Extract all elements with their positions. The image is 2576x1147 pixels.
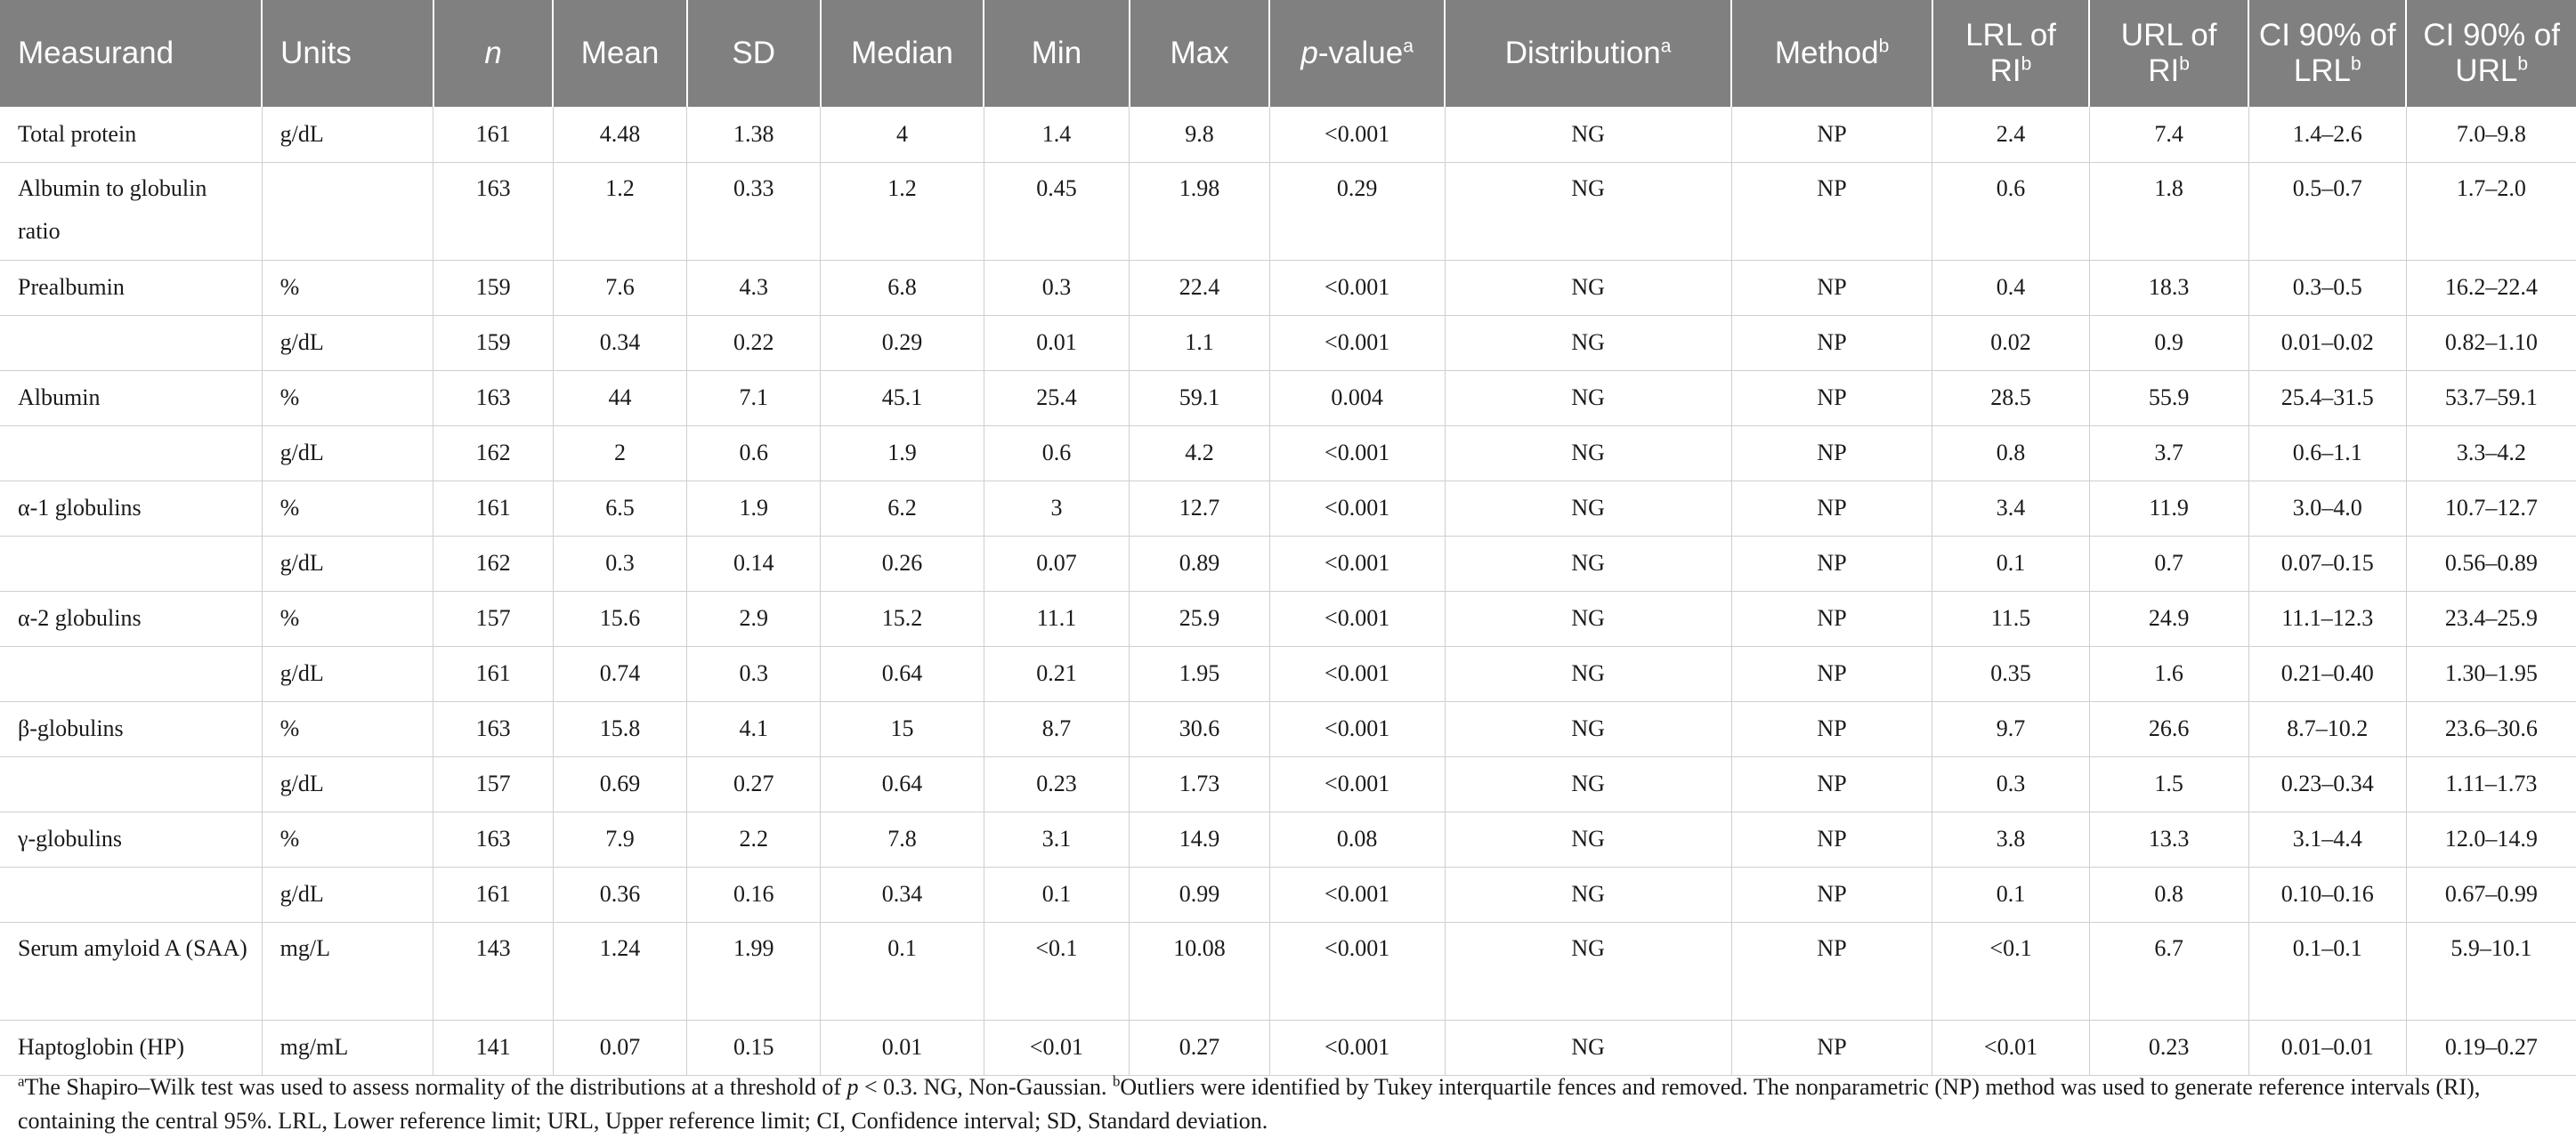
cell-min: <0.1 (984, 922, 1130, 1020)
cell-method: NP (1731, 756, 1932, 812)
cell-url: 0.7 (2089, 536, 2248, 591)
header-ci-url-sup: b (2517, 53, 2529, 75)
cell-sd: 2.9 (687, 591, 821, 646)
cell-method: NP (1731, 260, 1932, 315)
cell-ci-lrl: 0.21–0.40 (2248, 646, 2406, 701)
cell-sd: 7.1 (687, 370, 821, 425)
cell-mean: 0.34 (553, 315, 686, 370)
header-n-text: n (484, 36, 502, 70)
header-distribution-text: Distribution (1504, 36, 1661, 70)
cell-url: 0.8 (2089, 867, 2248, 922)
table-row (0, 1020, 2576, 1075)
cell-pvalue: <0.001 (1269, 425, 1445, 481)
cell-url: 3.7 (2089, 425, 2248, 481)
cell-measurand: Serum amyloid A (SAA) (0, 922, 262, 1020)
cell-pvalue: <0.001 (1269, 536, 1445, 591)
header-units: Units (262, 0, 433, 107)
cell-ci-lrl: 0.6–1.1 (2248, 425, 2406, 481)
header-ci-lrl (2248, 0, 2406, 107)
header-method-sup: b (1878, 36, 1890, 57)
cell-max: 1.73 (1130, 756, 1269, 812)
cell-min: 3.1 (984, 812, 1130, 867)
table-row (0, 481, 2576, 536)
cell-distribution: NG (1445, 162, 1731, 260)
cell-distribution: NG (1445, 812, 1731, 867)
cell-ci-url: 0.67–0.99 (2406, 867, 2576, 922)
footnote-a-text-2: < 0.3. NG, Non-Gaussian. (858, 1074, 1113, 1100)
table-row (0, 922, 2576, 1020)
cell-units: g/dL (262, 107, 433, 162)
cell-median: 0.34 (821, 867, 984, 922)
cell-mean: 6.5 (553, 481, 686, 536)
cell-measurand: β-globulins (0, 701, 262, 756)
footnote-a-mark: a (18, 1072, 25, 1090)
cell-ci-lrl: 11.1–12.3 (2248, 591, 2406, 646)
cell-lrl: 0.4 (1932, 260, 2089, 315)
cell-units (262, 162, 433, 260)
cell-median: 6.2 (821, 481, 984, 536)
cell-ci-lrl: 0.01–0.02 (2248, 315, 2406, 370)
cell-lrl: 0.8 (1932, 425, 2089, 481)
cell-ci-url: 23.6–30.6 (2406, 701, 2576, 756)
cell-ci-lrl: 25.4–31.5 (2248, 370, 2406, 425)
cell-ci-url: 5.9–10.1 (2406, 922, 2576, 1020)
cell-units: g/dL (262, 315, 433, 370)
cell-method: NP (1731, 701, 1932, 756)
cell-url: 26.6 (2089, 701, 2248, 756)
cell-url: 0.9 (2089, 315, 2248, 370)
table-row (0, 591, 2576, 646)
header-measurand: Measurand (0, 0, 262, 107)
header-method-text: Method (1774, 36, 1879, 70)
cell-lrl: 0.1 (1932, 536, 2089, 591)
cell-ci-url: 10.7–12.7 (2406, 481, 2576, 536)
table-header-row (0, 0, 2576, 107)
cell-max: 4.2 (1130, 425, 1269, 481)
cell-n: 161 (433, 646, 554, 701)
cell-lrl: 3.8 (1932, 812, 2089, 867)
cell-lrl: 0.1 (1932, 867, 2089, 922)
header-mean: Mean (553, 0, 686, 107)
header-pvalue-sup: a (1403, 36, 1414, 57)
cell-mean: 0.69 (553, 756, 686, 812)
cell-max: 1.98 (1130, 162, 1269, 260)
cell-distribution: NG (1445, 646, 1731, 701)
header-ci-url (2406, 0, 2576, 107)
table-row (0, 315, 2576, 370)
cell-pvalue: <0.001 (1269, 481, 1445, 536)
table-row (0, 812, 2576, 867)
cell-sd: 0.14 (687, 536, 821, 591)
cell-ci-lrl: 0.07–0.15 (2248, 536, 2406, 591)
footnote-b-text: Outliers were identified by Tukey interquartile fences and removed. The nonparametric (NP) method was used to generate reference intervals (RI), containing the central 95%. LRL, Lower reference limit; URL, Upper reference limit; CI, Confidence interval; SD, Standard deviation. (18, 1074, 2481, 1134)
header-max: Max (1130, 0, 1269, 107)
cell-mean: 0.36 (553, 867, 686, 922)
cell-units: % (262, 481, 433, 536)
cell-min: 8.7 (984, 701, 1130, 756)
cell-method: NP (1731, 481, 1932, 536)
cell-ci-url: 53.7–59.1 (2406, 370, 2576, 425)
header-pvalue-text: -value (1317, 36, 1404, 70)
table-footnote (18, 1070, 2555, 1138)
cell-mean: 0.3 (553, 536, 686, 591)
cell-lrl: 11.5 (1932, 591, 2089, 646)
cell-ci-lrl: 0.5–0.7 (2248, 162, 2406, 260)
table-row (0, 107, 2576, 162)
cell-max: 0.27 (1130, 1020, 1269, 1075)
cell-pvalue: <0.001 (1269, 1020, 1445, 1075)
cell-max: 30.6 (1130, 701, 1269, 756)
cell-ci-url: 1.11–1.73 (2406, 756, 2576, 812)
cell-ci-url: 12.0–14.9 (2406, 812, 2576, 867)
cell-min: 3 (984, 481, 1130, 536)
cell-min: 11.1 (984, 591, 1130, 646)
cell-median: 15.2 (821, 591, 984, 646)
header-url-sup: b (2179, 53, 2190, 75)
cell-sd: 2.2 (687, 812, 821, 867)
cell-mean: 2 (553, 425, 686, 481)
cell-url: 6.7 (2089, 922, 2248, 1020)
cell-max: 59.1 (1130, 370, 1269, 425)
cell-sd: 4.1 (687, 701, 821, 756)
cell-distribution: NG (1445, 260, 1731, 315)
cell-max: 22.4 (1130, 260, 1269, 315)
cell-url: 7.4 (2089, 107, 2248, 162)
cell-sd: 0.15 (687, 1020, 821, 1075)
table-body (0, 107, 2576, 1075)
cell-max: 25.9 (1130, 591, 1269, 646)
cell-lrl: 28.5 (1932, 370, 2089, 425)
cell-max: 0.99 (1130, 867, 1269, 922)
cell-ci-url: 0.19–0.27 (2406, 1020, 2576, 1075)
cell-distribution: NG (1445, 1020, 1731, 1075)
cell-ci-lrl: 0.1–0.1 (2248, 922, 2406, 1020)
cell-max: 1.95 (1130, 646, 1269, 701)
cell-lrl: 2.4 (1932, 107, 2089, 162)
footnote-a-p: p (847, 1074, 859, 1100)
table-row (0, 536, 2576, 591)
cell-ci-url: 7.0–9.8 (2406, 107, 2576, 162)
cell-min: 0.6 (984, 425, 1130, 481)
cell-n: 159 (433, 260, 554, 315)
cell-method: NP (1731, 922, 1932, 1020)
cell-url: 18.3 (2089, 260, 2248, 315)
cell-min: 25.4 (984, 370, 1130, 425)
cell-min: 1.4 (984, 107, 1130, 162)
cell-units: % (262, 701, 433, 756)
header-sd: SD (687, 0, 821, 107)
cell-sd: 1.9 (687, 481, 821, 536)
cell-median: 45.1 (821, 370, 984, 425)
cell-max: 0.89 (1130, 536, 1269, 591)
cell-measurand (0, 315, 262, 370)
cell-units: g/dL (262, 646, 433, 701)
cell-n: 162 (433, 425, 554, 481)
header-ci-lrl-sup: b (2351, 53, 2361, 75)
cell-mean: 4.48 (553, 107, 686, 162)
cell-units: % (262, 591, 433, 646)
cell-min: 0.21 (984, 646, 1130, 701)
cell-ci-url: 3.3–4.2 (2406, 425, 2576, 481)
header-method (1731, 0, 1932, 107)
cell-url: 1.8 (2089, 162, 2248, 260)
cell-units: % (262, 812, 433, 867)
header-lrl-text: LRL of RI (1965, 18, 2056, 88)
cell-units: g/dL (262, 867, 433, 922)
cell-sd: 0.16 (687, 867, 821, 922)
cell-measurand: α-2 globulins (0, 591, 262, 646)
header-min: Min (984, 0, 1130, 107)
cell-method: NP (1731, 162, 1932, 260)
cell-median: 4 (821, 107, 984, 162)
header-pvalue (1269, 0, 1445, 107)
cell-mean: 1.2 (553, 162, 686, 260)
cell-lrl: <0.01 (1932, 1020, 2089, 1075)
cell-sd: 0.27 (687, 756, 821, 812)
cell-url: 13.3 (2089, 812, 2248, 867)
cell-n: 143 (433, 922, 554, 1020)
cell-method: NP (1731, 536, 1932, 591)
cell-ci-url: 1.30–1.95 (2406, 646, 2576, 701)
header-ci-url-text: CI 90% of URL (2423, 18, 2561, 88)
cell-pvalue: 0.004 (1269, 370, 1445, 425)
cell-url: 1.5 (2089, 756, 2248, 812)
cell-distribution: NG (1445, 701, 1731, 756)
cell-measurand: Albumin to globulin ratio (0, 162, 262, 260)
cell-measurand: Prealbumin (0, 260, 262, 315)
cell-method: NP (1731, 1020, 1932, 1075)
cell-ci-lrl: 0.10–0.16 (2248, 867, 2406, 922)
cell-max: 14.9 (1130, 812, 1269, 867)
header-lrl (1932, 0, 2089, 107)
cell-units: g/dL (262, 756, 433, 812)
cell-ci-lrl: 0.3–0.5 (2248, 260, 2406, 315)
cell-distribution: NG (1445, 481, 1731, 536)
cell-units: mg/L (262, 922, 433, 1020)
cell-method: NP (1731, 867, 1932, 922)
cell-ci-lrl: 8.7–10.2 (2248, 701, 2406, 756)
cell-units: mg/mL (262, 1020, 433, 1075)
cell-mean: 0.74 (553, 646, 686, 701)
header-distribution (1445, 0, 1731, 107)
cell-pvalue: <0.001 (1269, 591, 1445, 646)
cell-median: 6.8 (821, 260, 984, 315)
cell-ci-url: 1.7–2.0 (2406, 162, 2576, 260)
header-lrl-sup: b (2021, 53, 2032, 75)
cell-pvalue: <0.001 (1269, 756, 1445, 812)
cell-n: 163 (433, 701, 554, 756)
cell-distribution: NG (1445, 591, 1731, 646)
cell-method: NP (1731, 646, 1932, 701)
cell-mean: 44 (553, 370, 686, 425)
cell-measurand (0, 425, 262, 481)
cell-min: 0.1 (984, 867, 1130, 922)
header-ci-lrl-text: CI 90% of LRL (2258, 18, 2396, 88)
cell-ci-lrl: 0.23–0.34 (2248, 756, 2406, 812)
cell-n: 161 (433, 481, 554, 536)
table-row (0, 425, 2576, 481)
cell-sd: 4.3 (687, 260, 821, 315)
cell-sd: 0.33 (687, 162, 821, 260)
footnote-a-text-1: The Shapiro–Wilk test was used to assess normality of the distributions at a threshold of (24, 1074, 847, 1100)
cell-distribution: NG (1445, 425, 1731, 481)
cell-n: 157 (433, 756, 554, 812)
cell-pvalue: <0.001 (1269, 315, 1445, 370)
cell-url: 24.9 (2089, 591, 2248, 646)
cell-n: 161 (433, 867, 554, 922)
cell-url: 55.9 (2089, 370, 2248, 425)
header-median: Median (821, 0, 984, 107)
cell-sd: 1.38 (687, 107, 821, 162)
cell-measurand (0, 867, 262, 922)
cell-mean: 7.6 (553, 260, 686, 315)
table-row (0, 646, 2576, 701)
cell-median: 0.01 (821, 1020, 984, 1075)
cell-distribution: NG (1445, 370, 1731, 425)
cell-sd: 0.22 (687, 315, 821, 370)
cell-lrl: 0.02 (1932, 315, 2089, 370)
cell-lrl: 9.7 (1932, 701, 2089, 756)
cell-n: 163 (433, 162, 554, 260)
cell-measurand (0, 536, 262, 591)
cell-mean: 7.9 (553, 812, 686, 867)
table-row (0, 756, 2576, 812)
cell-ci-lrl: 3.0–4.0 (2248, 481, 2406, 536)
cell-pvalue: <0.001 (1269, 107, 1445, 162)
table-row (0, 162, 2576, 260)
cell-measurand (0, 646, 262, 701)
cell-sd: 0.3 (687, 646, 821, 701)
cell-n: 157 (433, 591, 554, 646)
cell-method: NP (1731, 107, 1932, 162)
cell-median: 1.2 (821, 162, 984, 260)
cell-lrl: <0.1 (1932, 922, 2089, 1020)
header-url (2089, 0, 2248, 107)
cell-n: 163 (433, 370, 554, 425)
cell-ci-lrl: 1.4–2.6 (2248, 107, 2406, 162)
cell-measurand: α-1 globulins (0, 481, 262, 536)
cell-median: 0.26 (821, 536, 984, 591)
cell-max: 10.08 (1130, 922, 1269, 1020)
cell-pvalue: <0.001 (1269, 867, 1445, 922)
cell-median: 0.1 (821, 922, 984, 1020)
cell-measurand (0, 756, 262, 812)
cell-units: g/dL (262, 425, 433, 481)
cell-median: 0.64 (821, 646, 984, 701)
cell-pvalue: <0.001 (1269, 922, 1445, 1020)
cell-measurand: Total protein (0, 107, 262, 162)
cell-max: 9.8 (1130, 107, 1269, 162)
cell-mean: 15.8 (553, 701, 686, 756)
cell-method: NP (1731, 591, 1932, 646)
cell-url: 0.23 (2089, 1020, 2248, 1075)
cell-pvalue: <0.001 (1269, 701, 1445, 756)
cell-method: NP (1731, 425, 1932, 481)
cell-median: 0.64 (821, 756, 984, 812)
cell-method: NP (1731, 370, 1932, 425)
cell-median: 1.9 (821, 425, 984, 481)
cell-median: 7.8 (821, 812, 984, 867)
cell-n: 162 (433, 536, 554, 591)
header-n (433, 0, 554, 107)
cell-mean: 1.24 (553, 922, 686, 1020)
cell-distribution: NG (1445, 867, 1731, 922)
cell-method: NP (1731, 812, 1932, 867)
cell-units: % (262, 260, 433, 315)
table-row (0, 260, 2576, 315)
footnote-b-mark: b (1112, 1072, 1121, 1090)
cell-distribution: NG (1445, 107, 1731, 162)
cell-method: NP (1731, 315, 1932, 370)
cell-sd: 1.99 (687, 922, 821, 1020)
table-row (0, 701, 2576, 756)
cell-ci-lrl: 0.01–0.01 (2248, 1020, 2406, 1075)
header-pvalue-italic: p (1300, 36, 1318, 70)
cell-min: 0.45 (984, 162, 1130, 260)
table-row (0, 370, 2576, 425)
cell-mean: 15.6 (553, 591, 686, 646)
cell-sd: 0.6 (687, 425, 821, 481)
cell-median: 15 (821, 701, 984, 756)
cell-lrl: 0.6 (1932, 162, 2089, 260)
header-distribution-sup: a (1660, 36, 1672, 57)
cell-pvalue: <0.001 (1269, 646, 1445, 701)
cell-url: 1.6 (2089, 646, 2248, 701)
cell-distribution: NG (1445, 315, 1731, 370)
cell-min: 0.07 (984, 536, 1130, 591)
cell-ci-url: 23.4–25.9 (2406, 591, 2576, 646)
cell-measurand: γ-globulins (0, 812, 262, 867)
cell-units: g/dL (262, 536, 433, 591)
cell-distribution: NG (1445, 756, 1731, 812)
cell-pvalue: 0.08 (1269, 812, 1445, 867)
cell-distribution: NG (1445, 922, 1731, 1020)
table-row (0, 867, 2576, 922)
cell-ci-lrl: 3.1–4.4 (2248, 812, 2406, 867)
cell-n: 163 (433, 812, 554, 867)
cell-min: 0.3 (984, 260, 1130, 315)
cell-units: % (262, 370, 433, 425)
cell-ci-url: 0.82–1.10 (2406, 315, 2576, 370)
cell-pvalue: 0.29 (1269, 162, 1445, 260)
cell-median: 0.29 (821, 315, 984, 370)
cell-lrl: 0.3 (1932, 756, 2089, 812)
cell-min: <0.01 (984, 1020, 1130, 1075)
cell-lrl: 3.4 (1932, 481, 2089, 536)
cell-max: 12.7 (1130, 481, 1269, 536)
cell-ci-url: 16.2–22.4 (2406, 260, 2576, 315)
cell-n: 161 (433, 107, 554, 162)
cell-measurand: Albumin (0, 370, 262, 425)
header-url-text: URL of RI (2120, 18, 2217, 88)
cell-n: 141 (433, 1020, 554, 1075)
cell-url: 11.9 (2089, 481, 2248, 536)
cell-max: 1.1 (1130, 315, 1269, 370)
cell-lrl: 0.35 (1932, 646, 2089, 701)
cell-mean: 0.07 (553, 1020, 686, 1075)
cell-measurand: Haptoglobin (HP) (0, 1020, 262, 1075)
cell-n: 159 (433, 315, 554, 370)
cell-min: 0.23 (984, 756, 1130, 812)
cell-min: 0.01 (984, 315, 1130, 370)
cell-pvalue: <0.001 (1269, 260, 1445, 315)
cell-distribution: NG (1445, 536, 1731, 591)
cell-ci-url: 0.56–0.89 (2406, 536, 2576, 591)
